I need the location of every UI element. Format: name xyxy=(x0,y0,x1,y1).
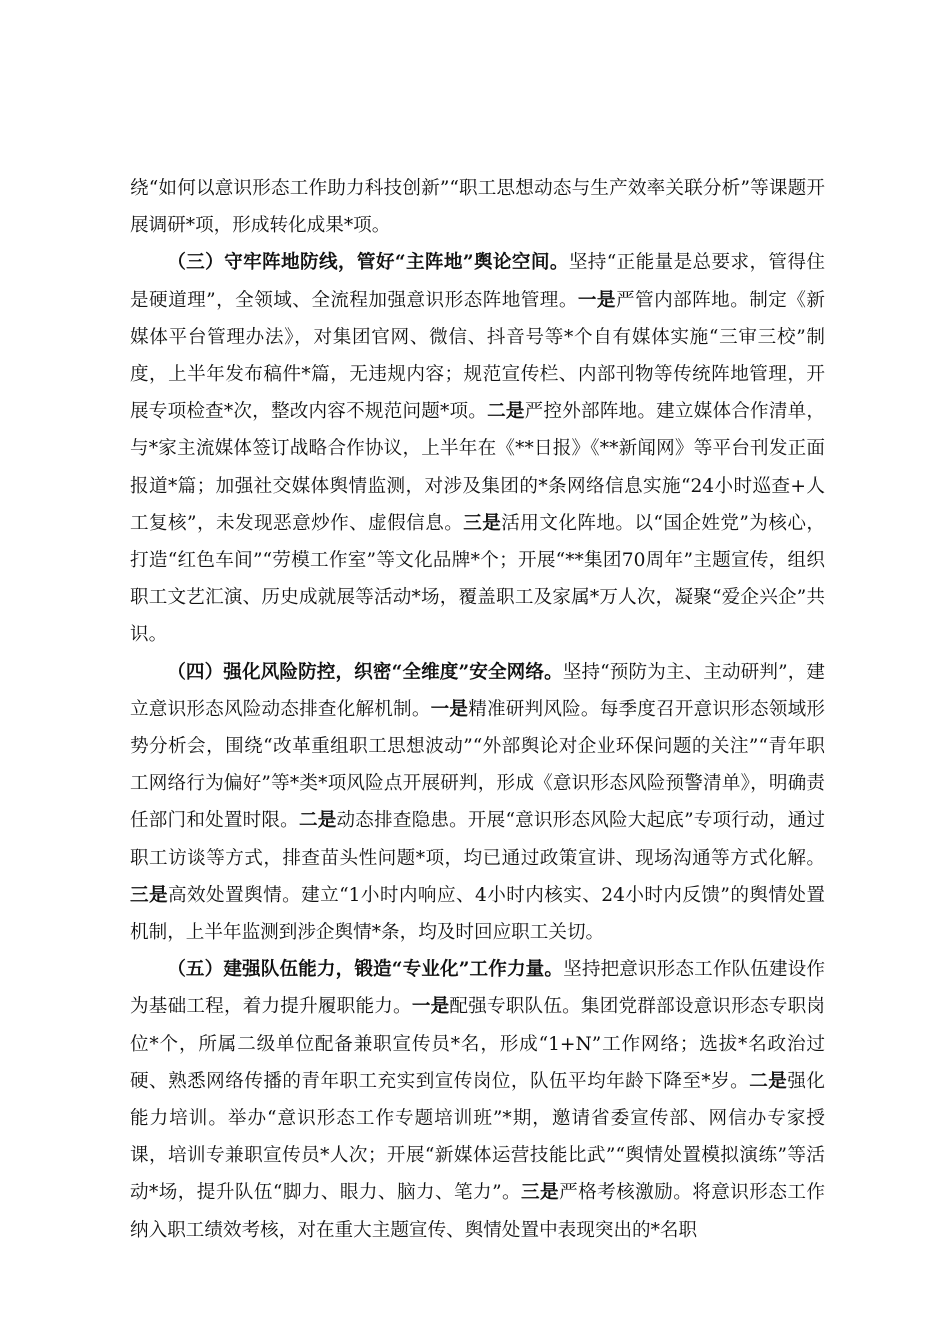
item-marker: 一是 xyxy=(577,289,616,311)
item-marker: 二是 xyxy=(749,1070,788,1092)
paragraph-section-5 xyxy=(130,951,825,1249)
section-heading: （三）守牢阵地防线，管好“主阵地”舆论空间。 xyxy=(167,252,569,274)
item-marker: 三是 xyxy=(130,884,169,906)
body-text: 强化能力培训。举办“意识形态工作专题培训班”*期，邀请省委宣传部、网信办专家授课，培训专兼职宣传员*人次；开展“新媒体运营技能比武”“舆情处置模拟演练”等活动*场，提升队伍“脚力、眼力、脑力、笔力”。 xyxy=(130,1070,825,1204)
item-marker: 一是 xyxy=(430,698,469,720)
body-text: 配强专职队伍。集团党群部设意识形态专职岗位*个，所属二级单位配备兼职宣传员*名，形成“1+N”工作网络；选拔*名政治过硬、熟悉网络传播的青年职工充实到宣传岗位，队伍平均年龄下降至*岁。 xyxy=(130,996,825,1092)
item-marker: 二是 xyxy=(298,810,337,832)
body-text: 严格考核激励。将意识形态工作纳入职工绩效考核，对在重大主题宣传、舆情处置中表现突出的*名职 xyxy=(130,1182,825,1241)
paragraph-section-3 xyxy=(130,244,825,653)
body-text: 精准研判风险。每季度召开意识形态领域形势分析会，围绕“改革重组职工思想波动”“外部舆论对企业环保问题的关注”“青年职工网络行为偏好”等*类*项风险点开展研判，形成《意识形态风险预警清单》，明确责任部门和处置时限。 xyxy=(130,698,825,832)
body-text: 高效处置舆情。建立“1小时内响应、4小时内核实、24小时内反馈”的舆情处置机制，上半年监测到涉企舆情*条，均及时回应职工关切。 xyxy=(130,884,825,944)
body-text: 严控外部阵地。建立媒体合作清单，与*家主流媒体签订战略合作协议，上半年在《**日报》《**新闻网》等平台刊发正面报道*篇；加强社交媒体舆情监测，对涉及集团的*条网络信息实施“24小时巡查+人工复核”，未发现恶意炒作、虚假信息。 xyxy=(130,401,825,534)
section-heading: （四）强化风险防控，织密“全维度”安全网络。 xyxy=(167,661,563,683)
item-marker: 一是 xyxy=(411,996,450,1018)
item-marker: 三是 xyxy=(521,1182,560,1204)
document-body xyxy=(130,170,825,1249)
item-marker: 三是 xyxy=(463,512,502,534)
paragraph-continuation xyxy=(130,170,825,244)
paragraph-section-4 xyxy=(130,654,825,952)
body-text: 活用文化阵地。以“国企姓党”为核心，打造“红色车间”“劳模工作室”等文化品牌*个；开展“**集团70周年”主题宣传，组织职工文艺汇演、历史成就展等活动*场，覆盖职工及家属*万人次，凝聚“爱企兴企”共识。 xyxy=(130,512,825,646)
body-text: 绕“如何以意识形态工作助力科技创新”“职工思想动态与生产效率关联分析”等课题开展调研*项，形成转化成果*项。 xyxy=(130,178,825,237)
section-heading: （五）建强队伍能力，锻造“专业化”工作力量。 xyxy=(167,959,564,981)
body-text: 动态排查隐患。开展“意识形态风险大起底”专项行动，通过职工访谈等方式，排查苗头性问题*项，均已通过政策宣讲、现场沟通等方式化解。 xyxy=(130,810,825,869)
item-marker: 二是 xyxy=(487,401,525,423)
body-text: 坚持把意识形态工作队伍建设作为基础工程，着力提升履职能力。 xyxy=(130,959,825,1018)
body-text: 坚持“正能量是总要求，管得住是硬道理”，全领域、全流程加强意识形态阵地管理。 xyxy=(130,252,825,311)
body-text: 坚持“预防为主、主动研判”，建立意识形态风险动态排查化解机制。 xyxy=(130,661,825,720)
body-text: 严管内部阵地。制定《新媒体平台管理办法》，对集团官网、微信、抖音号等*个自有媒体实施“三审三校”制度，上半年发布稿件*篇，无违规内容；规范宣传栏、内部刊物等传统阵地管理，开展专项检查*次，整改内容不规范问题*项。 xyxy=(130,289,825,423)
